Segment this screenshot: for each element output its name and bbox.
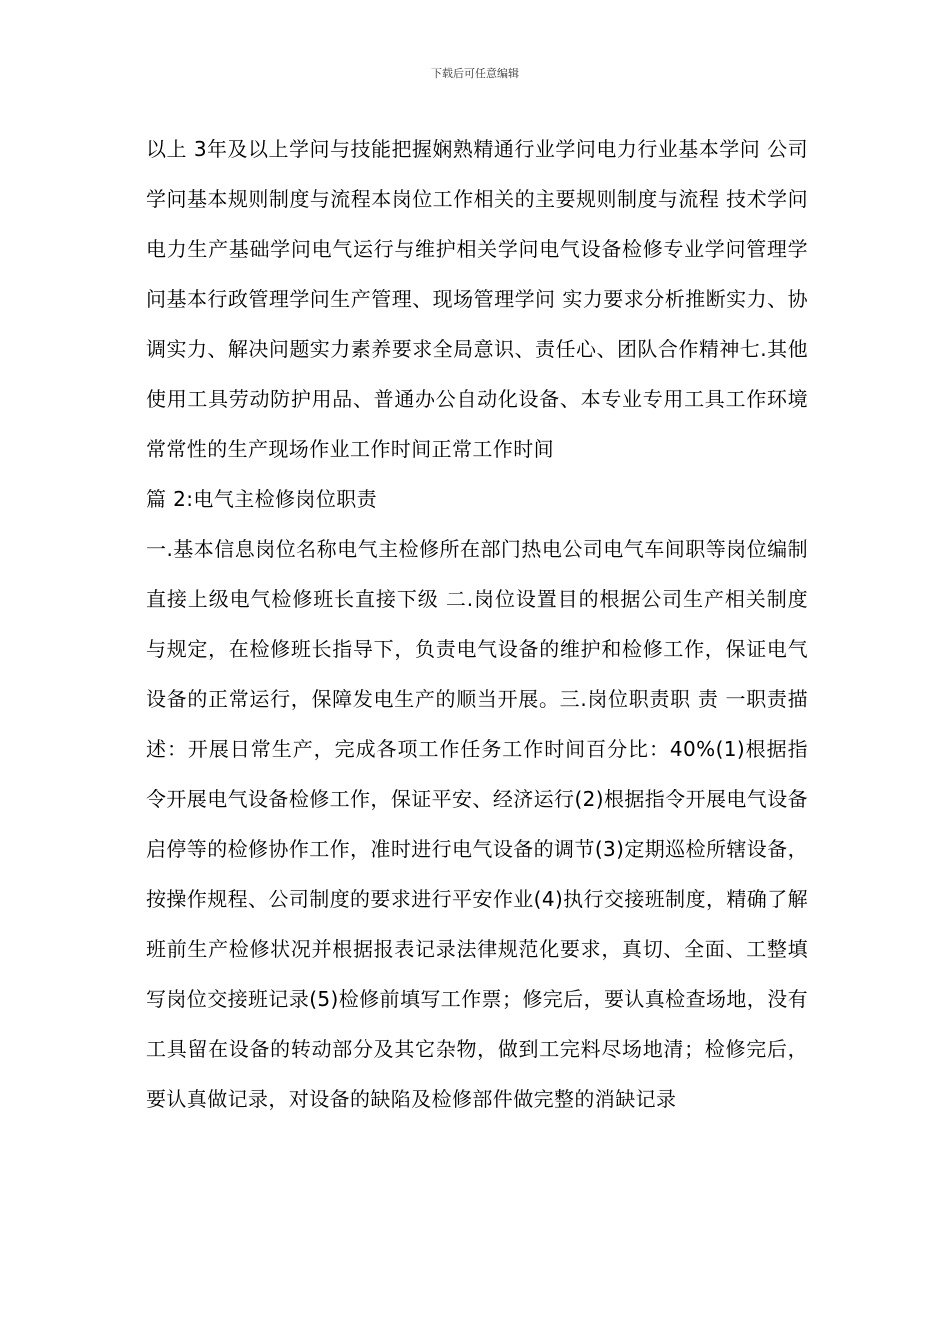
- page-header: 下载后可任意编辑: [431, 67, 519, 80]
- paragraph-qualifications: 以上 3年及以上学问与技能把握娴熟精通行业学问电力行业基本学问 公司学问基本规则制度与流程本岗位工作相关的主要规则制度与流程 技术学问电力生产基础学问电气运行与维护相关学问电气设备检修专业学问管理学问基本行政管理学问生产管理、现场管理学问 实力要求分析推断实力、协调实力、解决问题实力素养要求全局意识、责任心、团队合作精神七.其他使用工具劳动防护用品、普通办公自动化设备、本专业专用工具工作环境常常性的生产现场作业工作时间正常工作时间: [146, 137, 808, 461]
- section-heading: 篇 2:电气主检修岗位职责: [146, 487, 378, 511]
- document-body: [146, 124, 808, 1124]
- paragraph-job-duties: 一.基本信息岗位名称电气主检修所在部门热电公司电气车间职等岗位编制直接上级电气检修班长直接下级 二.岗位设置目的根据公司生产相关制度与规定，在检修班长指导下，负责电气设备的维护和检修工作，保证电气设备的正常运行，保障发电生产的顺当开展。三.岗位职责职 责 一职责描述：开展日常生产，完成各项工作任务工作时间百分比：40%(1)根据指令开展电气设备检修工作，保证平安、经济运行(2)根据指令开展电气设备启停等的检修协作工作，准时进行电气设备的调节(3)定期巡检所辖设备，按操作规程、公司制度的要求进行平安作业(4)执行交接班制度，精确了解班前生产检修状况并根据报表记录法律规范化要求，真切、全面、工整填写岗位交接班记录(5)检修前填写工作票；修完后，要认真检查场地，没有工具留在设备的转动部分及其它杂物，做到工完料尽场地清；检修完后，要认真做记录，对设备的缺陷及检修部件做完整的消缺记录: [146, 537, 808, 1111]
